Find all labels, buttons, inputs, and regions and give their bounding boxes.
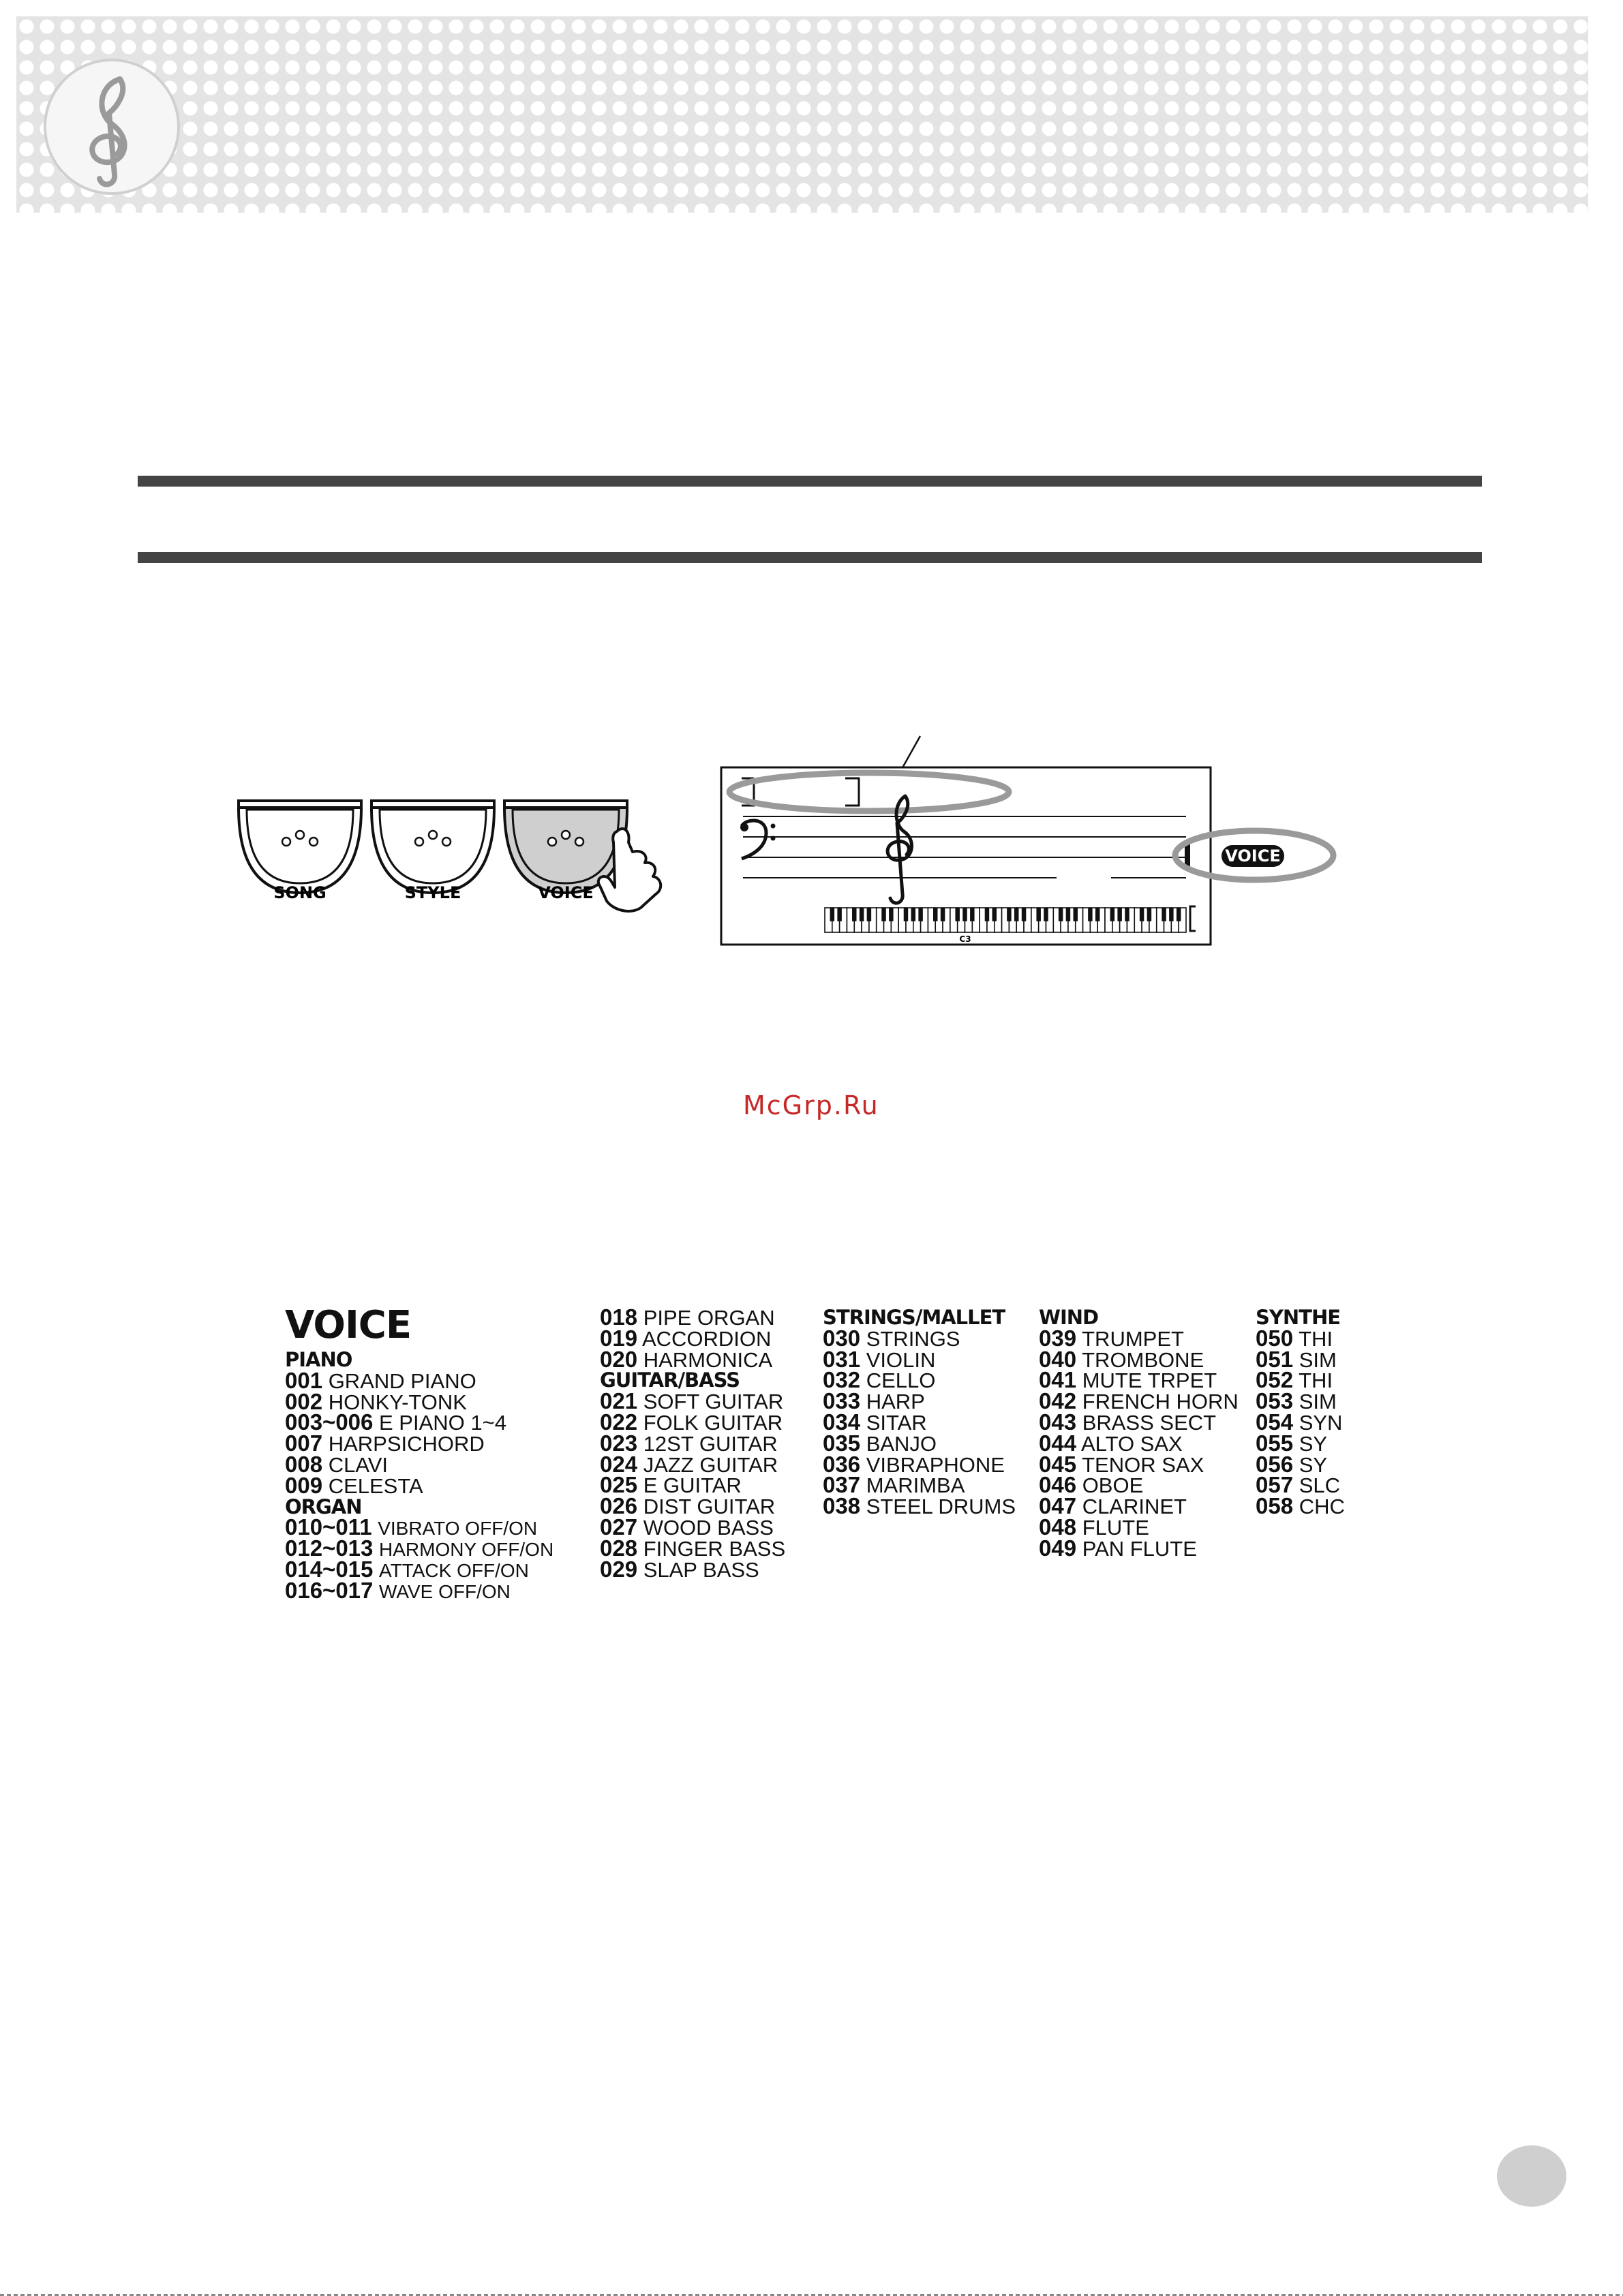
song-button-label: SONG <box>273 883 327 902</box>
voice-indicator <box>1222 845 1284 867</box>
lcd-black-key <box>918 908 922 921</box>
voice-name: BANJO <box>866 1431 937 1456</box>
voice-column <box>1039 1307 1239 1559</box>
lcd-black-key <box>1177 908 1181 921</box>
treble-clef-icon <box>44 59 180 195</box>
voice-category-header: SYNTHE <box>1256 1307 1341 1329</box>
style-button[interactable] <box>371 801 494 902</box>
voice-list-item <box>285 1409 553 1435</box>
voice-name: SIM <box>1299 1390 1337 1414</box>
voice-number: 047 <box>1039 1493 1077 1519</box>
voice-number: 009 <box>285 1472 323 1498</box>
voice-number: 046 <box>1039 1472 1077 1498</box>
voice-number: 034 <box>823 1409 861 1435</box>
voice-list-item <box>285 1451 553 1477</box>
voice-name: 12ST GUITAR <box>643 1431 778 1456</box>
voice-name: E GUITAR <box>643 1473 742 1498</box>
lcd-black-key <box>985 908 989 921</box>
lcd-black-key <box>933 908 937 921</box>
voice-number: 044 <box>1039 1430 1077 1456</box>
voice-number: 055 <box>1256 1430 1294 1456</box>
lcd-keyboard <box>825 908 1186 932</box>
voice-name: WAVE OFF/ON <box>379 1580 511 1600</box>
lcd-black-key <box>852 908 856 921</box>
lcd-black-key <box>911 908 915 921</box>
lcd-black-key <box>1147 908 1151 921</box>
voice-number: 010~011 <box>285 1514 372 1540</box>
voice-list-item <box>600 1346 785 1372</box>
top-rule <box>138 476 1482 487</box>
voice-number: 016~017 <box>285 1577 374 1600</box>
voice-category-header: GUITAR/BASS <box>600 1368 740 1392</box>
voice-name: HARPSICHORD <box>328 1432 485 1456</box>
voice-name: VIBRATO OFF/ON <box>378 1518 538 1540</box>
voice-name: E PIANO 1~4 <box>379 1411 506 1435</box>
callout-leader <box>901 736 920 770</box>
voice-number: 032 <box>823 1367 861 1393</box>
voice-number: 033 <box>823 1388 861 1414</box>
voice-number: 022 <box>600 1409 638 1435</box>
lcd-black-key <box>904 908 908 921</box>
lcd-black-key <box>1125 908 1129 921</box>
voice-name: HONKY-TONK <box>328 1390 467 1414</box>
voice-list <box>285 1307 1348 1600</box>
voice-column <box>600 1307 785 1580</box>
voice-number: 054 <box>1256 1409 1294 1435</box>
voice-name: SY <box>1299 1431 1328 1456</box>
voice-number: 050 <box>1256 1325 1294 1351</box>
voice-name: ALTO SAX <box>1080 1431 1183 1456</box>
lcd-black-key <box>881 908 885 921</box>
voice-button-label: VOICE <box>538 883 594 902</box>
voice-number: 018 <box>600 1307 638 1330</box>
style-button-label: STYLE <box>404 883 461 902</box>
voice-number: 049 <box>1039 1535 1077 1561</box>
voice-name: FINGER BASS <box>643 1536 786 1561</box>
lcd-black-key <box>955 908 959 921</box>
lcd-black-key <box>889 908 893 921</box>
voice-category-header: ORGAN <box>285 1495 362 1518</box>
song-button[interactable] <box>239 801 361 902</box>
lcd-black-key <box>867 908 871 921</box>
voice-name: SITAR <box>866 1410 927 1435</box>
voice-name: VIBRAPHONE <box>866 1452 1005 1477</box>
voice-number: 043 <box>1039 1409 1077 1435</box>
voice-name: CLAVI <box>328 1452 388 1477</box>
voice-name: TROMBONE <box>1082 1347 1204 1372</box>
voice-list-item <box>285 1577 553 1600</box>
voice-name: VIOLIN <box>866 1347 936 1372</box>
voice-name: SLC <box>1299 1473 1340 1498</box>
lcd-black-key <box>1095 908 1099 921</box>
lcd-display <box>716 729 1343 961</box>
voice-name: WOOD BASS <box>643 1515 774 1540</box>
voice-list-item <box>600 1556 785 1582</box>
header-clef-badge <box>44 59 180 195</box>
voice-number: 057 <box>1256 1472 1294 1498</box>
voice-number: 056 <box>1256 1451 1294 1477</box>
voice-list-item <box>823 1493 1016 1519</box>
voice-number: 021 <box>600 1388 638 1414</box>
voice-name: TENOR SAX <box>1082 1452 1204 1477</box>
voice-number: 048 <box>1039 1514 1077 1540</box>
voice-number: 037 <box>823 1472 861 1498</box>
voice-name: OBOE <box>1082 1473 1144 1498</box>
voice-name: HARMONY OFF/ON <box>379 1539 554 1561</box>
voice-name: HARP <box>866 1390 925 1414</box>
voice-name: CELLO <box>866 1368 936 1393</box>
voice-number: 051 <box>1256 1346 1294 1372</box>
lcd-black-key <box>962 908 967 921</box>
lcd-black-key <box>1036 908 1040 921</box>
voice-number: 019 <box>600 1325 638 1351</box>
voice-list-item <box>285 1430 553 1456</box>
bottom-rule-line <box>138 552 1482 563</box>
voice-number: 020 <box>600 1346 638 1372</box>
voice-name: STEEL DRUMS <box>866 1495 1016 1519</box>
voice-list-item <box>285 1472 553 1498</box>
voice-list-item <box>285 1367 553 1393</box>
lcd-black-key <box>860 908 864 921</box>
voice-number: 024 <box>600 1451 638 1477</box>
voice-name: HARMONICA <box>643 1347 773 1372</box>
voice-column <box>1256 1307 1345 1517</box>
voice-name: TRUMPET <box>1082 1326 1184 1351</box>
lcd-black-key <box>1088 908 1092 921</box>
voice-number: 040 <box>1039 1346 1077 1372</box>
voice-name: SIM <box>1299 1347 1337 1372</box>
voice-number: 053 <box>1256 1388 1294 1414</box>
voice-name: MARIMBA <box>866 1473 965 1498</box>
voice-name: SY <box>1299 1452 1328 1477</box>
voice-number: 028 <box>600 1535 638 1561</box>
voice-name: CLARINET <box>1082 1495 1187 1519</box>
lcd-black-key <box>1169 908 1173 921</box>
lcd-black-key <box>1022 908 1026 921</box>
voice-name: SOFT GUITAR <box>643 1390 784 1414</box>
lcd-black-key <box>1117 908 1121 921</box>
voice-number: 036 <box>823 1451 861 1477</box>
voice-number: 030 <box>823 1325 861 1351</box>
lcd-black-key <box>1007 908 1011 921</box>
voice-name: GRAND PIANO <box>328 1368 476 1393</box>
lcd-black-key <box>970 908 974 921</box>
voice-number: 008 <box>285 1451 323 1477</box>
voice-name: THI <box>1299 1326 1333 1351</box>
panel-buttons <box>232 722 668 920</box>
voice-number: 014~015 <box>285 1556 374 1582</box>
watermark-text: McGrp.Ru <box>743 1090 879 1120</box>
voice-name: CHC <box>1299 1495 1345 1519</box>
voice-name: THI <box>1299 1368 1333 1393</box>
lcd-black-key <box>992 908 997 921</box>
voice-name: DIST GUITAR <box>643 1495 776 1519</box>
voice-number: 029 <box>600 1556 638 1582</box>
lcd-black-key <box>941 908 945 921</box>
lcd-black-key <box>1074 908 1078 921</box>
voice-number: 001 <box>285 1367 323 1393</box>
voice-list-item <box>1039 1535 1239 1561</box>
voice-name: ACCORDION <box>641 1326 772 1351</box>
voice-name: CELESTA <box>328 1473 423 1498</box>
voice-name: FRENCH HORN <box>1082 1390 1239 1414</box>
voice-number: 027 <box>600 1514 638 1540</box>
voice-number: 035 <box>823 1430 861 1456</box>
voice-column <box>823 1307 1016 1517</box>
voice-name: MUTE TRPET <box>1082 1368 1217 1393</box>
lcd-keyboard-label: C3 <box>959 934 971 944</box>
voice-name: SLAP BASS <box>643 1557 759 1582</box>
voice-number: 025 <box>600 1472 638 1498</box>
voice-category-header: STRINGS/MALLET <box>823 1307 1005 1329</box>
voice-name: BRASS SECT <box>1082 1410 1217 1435</box>
lcd-black-key <box>837 908 841 921</box>
lcd-black-key <box>830 908 834 921</box>
lcd-black-key <box>1044 908 1048 921</box>
page-number-badge <box>1497 2145 1566 2207</box>
voice-number: 002 <box>285 1388 323 1414</box>
lcd-black-key <box>1140 908 1144 921</box>
voice-number: 031 <box>823 1346 861 1372</box>
voice-number: 052 <box>1256 1367 1294 1393</box>
voice-number: 038 <box>823 1493 861 1519</box>
voice-column <box>285 1349 553 1600</box>
voice-list-title: VOICE <box>285 1307 412 1347</box>
lcd-black-key <box>1066 908 1070 921</box>
voice-number: 058 <box>1256 1493 1294 1519</box>
voice-number: 041 <box>1039 1367 1077 1393</box>
voice-name: STRINGS <box>866 1326 960 1351</box>
voice-number: 045 <box>1039 1451 1077 1477</box>
lcd-black-key <box>1110 908 1114 921</box>
voice-name: JAZZ GUITAR <box>643 1452 778 1477</box>
voice-number: 039 <box>1039 1325 1077 1351</box>
voice-name: PIPE ORGAN <box>643 1307 775 1330</box>
voice-category-header: WIND <box>1039 1307 1099 1329</box>
voice-name: PAN FLUTE <box>1082 1536 1197 1561</box>
voice-number: 012~013 <box>285 1535 374 1561</box>
lcd-black-key <box>1162 908 1166 921</box>
voice-name: SYN <box>1299 1410 1343 1435</box>
voice-category-header: PIANO <box>285 1348 352 1371</box>
header-band <box>16 16 1588 213</box>
lcd-black-key <box>1014 908 1018 921</box>
voice-number: 042 <box>1039 1388 1077 1414</box>
voice-list-item <box>1256 1493 1345 1519</box>
voice-number: 023 <box>600 1430 638 1456</box>
voice-number: 003~006 <box>285 1409 374 1435</box>
voice-indicator-label: VOICE <box>1225 846 1281 866</box>
voice-name: ATTACK OFF/ON <box>379 1559 529 1581</box>
voice-name: FOLK GUITAR <box>643 1410 783 1435</box>
voice-number: 007 <box>285 1430 323 1456</box>
lcd-black-key <box>1059 908 1063 921</box>
voice-name: FLUTE <box>1082 1515 1149 1540</box>
voice-number: 026 <box>600 1493 638 1519</box>
